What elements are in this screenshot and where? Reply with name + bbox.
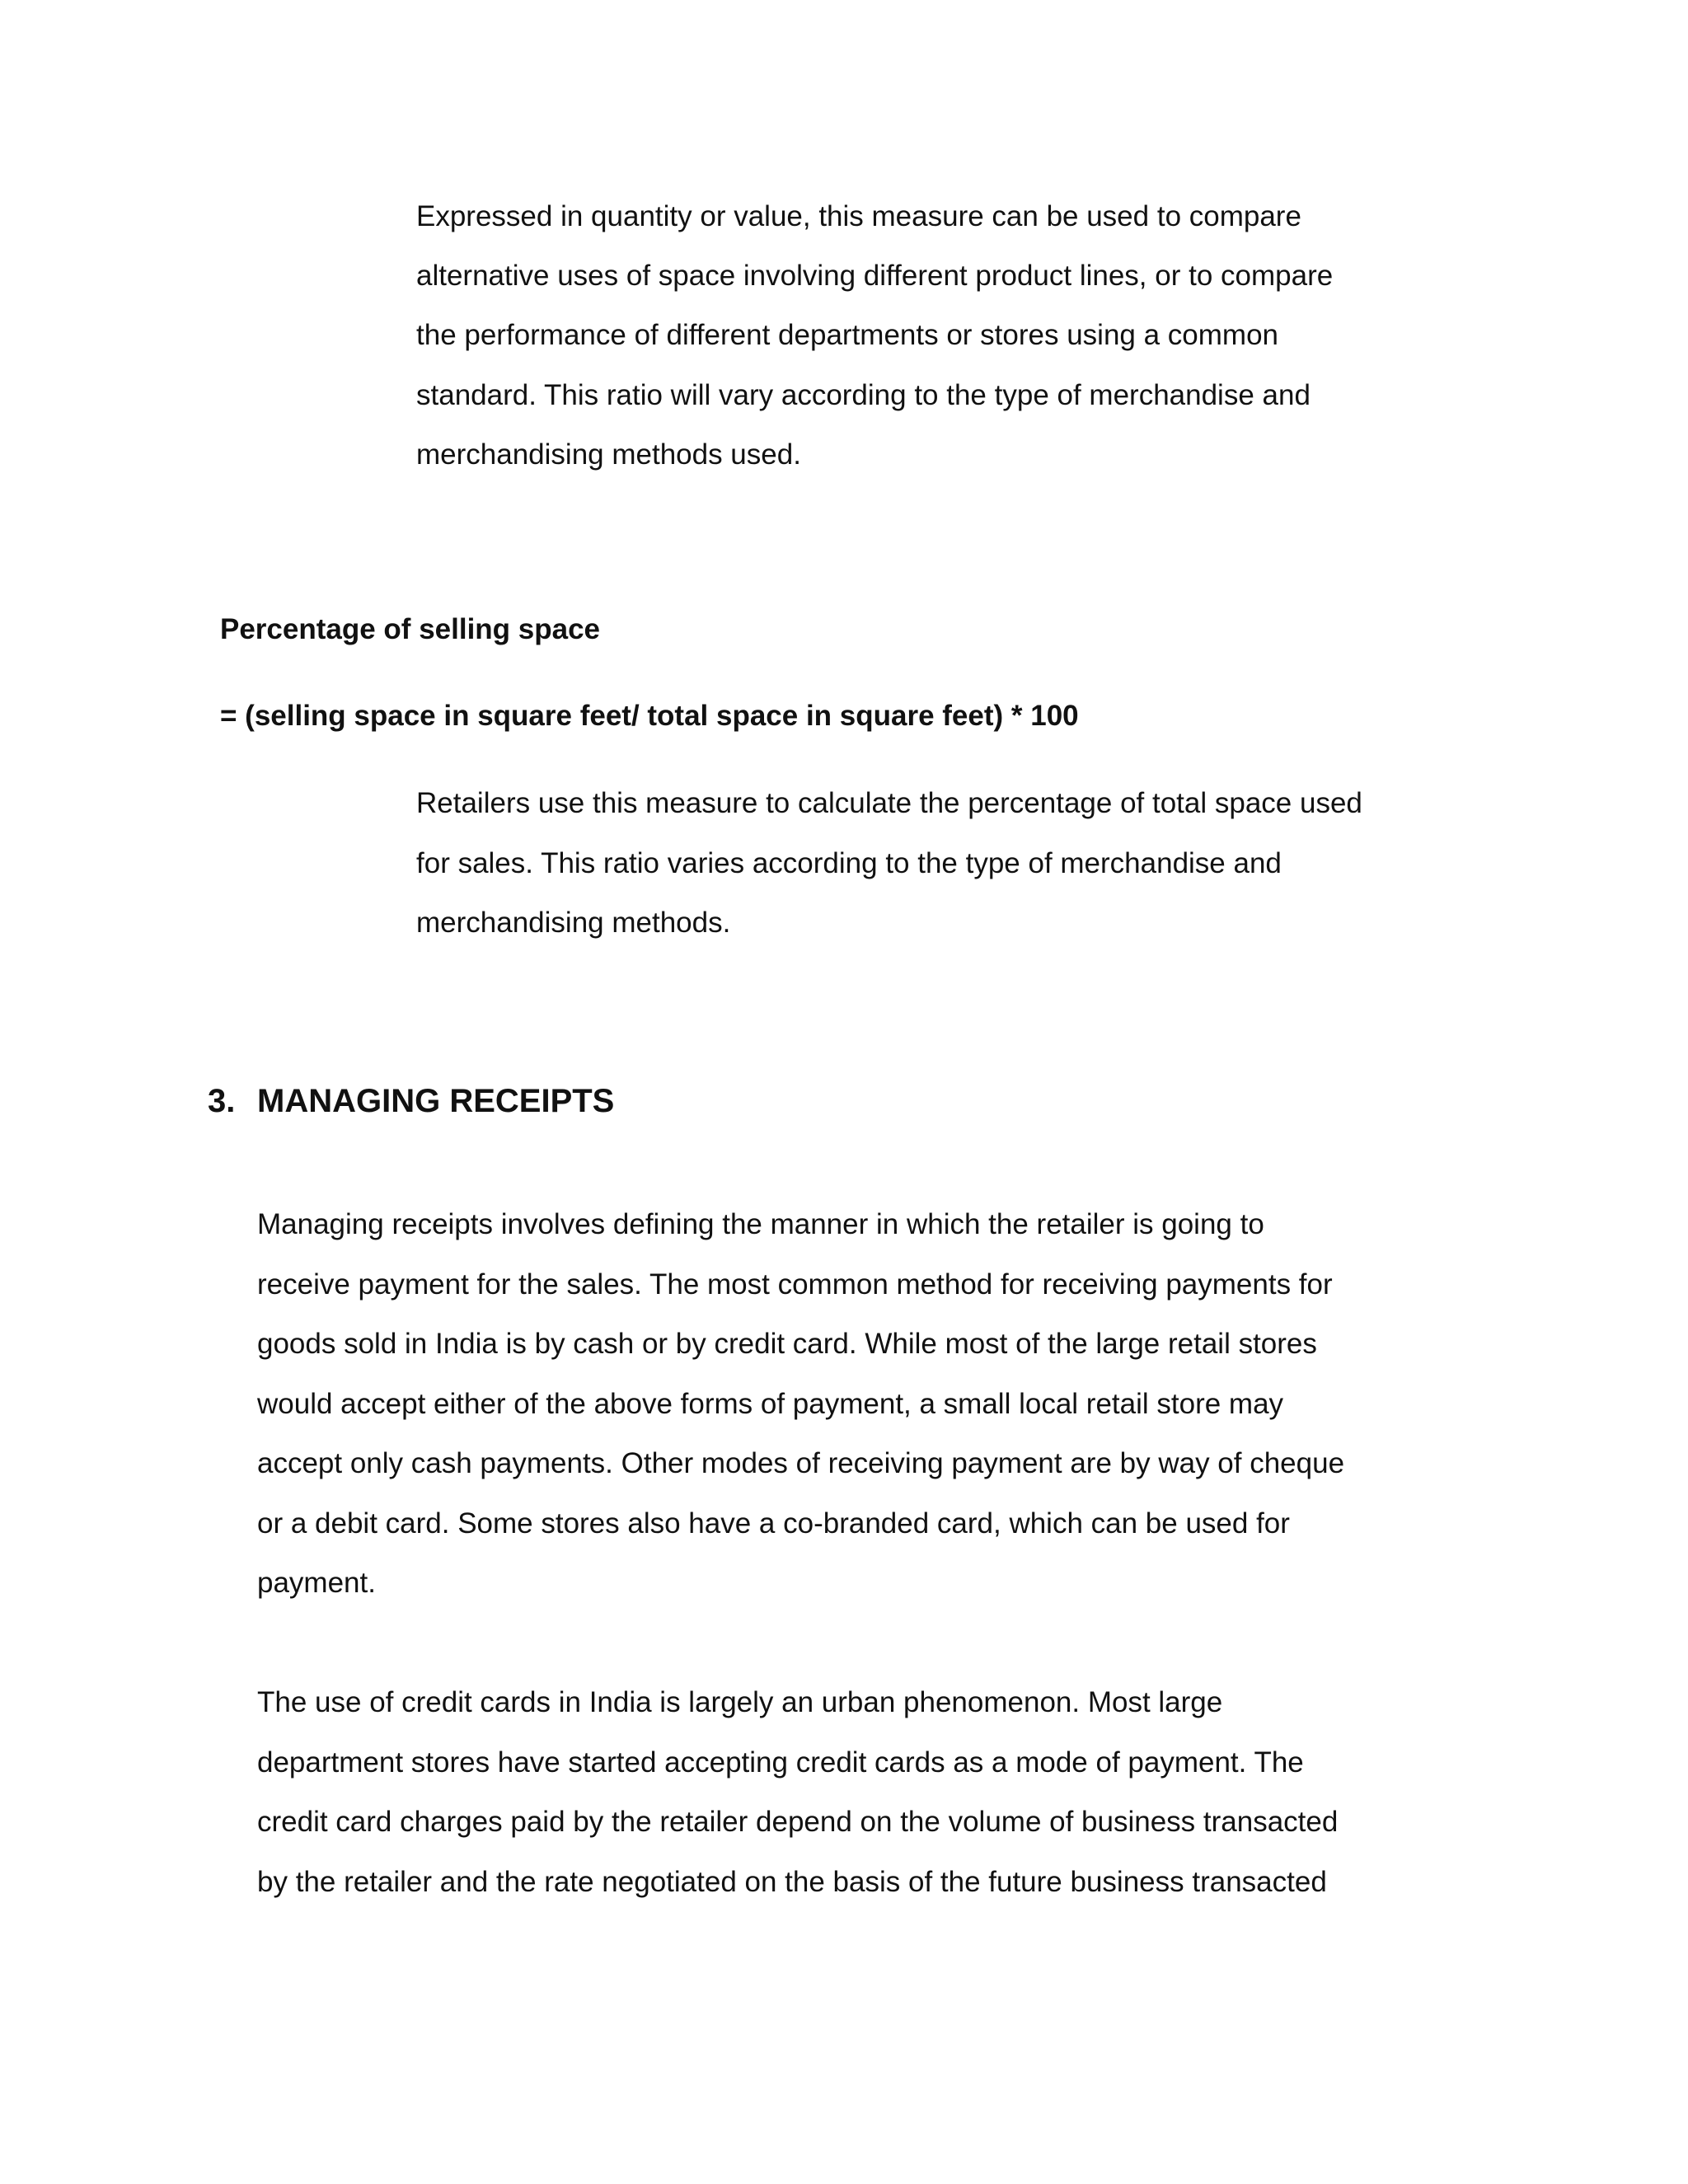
body2-line-4: by the retailer and the rate negotiated on the basis of the future business transacted xyxy=(257,1866,1327,1898)
formula-title: Percentage of selling space xyxy=(220,613,601,645)
body1-line-5: accept only cash payments. Other modes of receiving payment are by way of cheque xyxy=(257,1447,1345,1479)
intro-line-1: Expressed in quantity or value, this measure can be used to compare xyxy=(416,200,1301,232)
intro-line-4: standard. This ratio will vary according to the type of merchandise and xyxy=(416,379,1311,411)
formula-para-line-2: for sales. This ratio varies according to the type of merchandise and xyxy=(416,847,1282,879)
body2-line-1: The use of credit cards in India is largely an urban phenomenon. Most large xyxy=(257,1686,1223,1718)
section-title: MANAGING RECEIPTS xyxy=(257,1083,615,1119)
body1-line-6: or a debit card. Some stores also have a co-branded card, which can be used for xyxy=(257,1507,1290,1540)
intro-line-3: the performance of different departments or stores using a common xyxy=(416,319,1279,351)
section-number: 3. xyxy=(208,1083,236,1119)
body1-line-4: would accept either of the above forms of payment, a small local retail store may xyxy=(257,1388,1284,1420)
formula-expression: = (selling space in square feet/ total space in square feet) * 100 xyxy=(220,700,1079,732)
intro-line-2: alternative uses of space involving different product lines, or to compare xyxy=(416,260,1334,292)
formula-para-line-3: merchandising methods. xyxy=(416,907,731,939)
intro-line-5: merchandising methods used. xyxy=(416,438,801,471)
body2-line-2: department stores have started accepting credit cards as a mode of payment. The xyxy=(257,1746,1304,1779)
formula-para-line-1: Retailers use this measure to calculate the percentage of total space used xyxy=(416,787,1362,819)
body1-line-2: receive payment for the sales. The most common method for receiving payments for xyxy=(257,1268,1333,1301)
body1-line-3: goods sold in India is by cash or by credit card. While most of the large retail stores xyxy=(257,1328,1317,1360)
body2-line-3: credit card charges paid by the retailer depend on the volume of business transacted xyxy=(257,1806,1339,1838)
body1-line-1: Managing receipts involves defining the manner in which the retailer is going to xyxy=(257,1208,1264,1240)
body1-line-7: payment. xyxy=(257,1567,376,1599)
